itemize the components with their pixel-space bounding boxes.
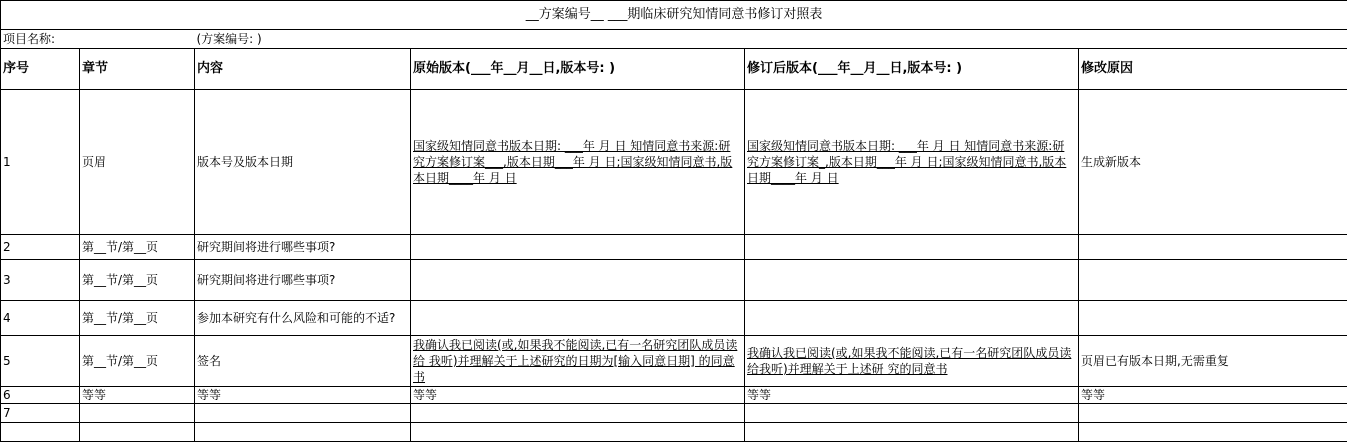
cell-revised[interactable]: 等等 — [745, 387, 1079, 404]
cell-seq[interactable]: 5 — [1, 336, 80, 387]
header-original[interactable]: 原始版本(___年__月__日,版本号: ) — [411, 49, 745, 90]
cell-original[interactable] — [411, 423, 745, 442]
cell-chapter[interactable]: 第__节/第__页 — [80, 336, 195, 387]
project-row — [1, 30, 1347, 49]
cell-seq[interactable]: 7 — [1, 404, 80, 423]
cell-revised[interactable] — [745, 260, 1079, 301]
cell-chapter[interactable]: 页眉 — [80, 90, 195, 235]
table-row — [1, 423, 1347, 442]
cell-revised[interactable]: 我确认我已阅读(或,如果我不能阅读,已有一名研究团队成员读给我听)并理解关于上述研 究的同意书 — [745, 336, 1079, 387]
cell-seq[interactable]: 3 — [1, 260, 80, 301]
cell-content[interactable]: 研究期间将进行哪些事项? — [195, 260, 411, 301]
cell-original[interactable] — [411, 235, 745, 260]
cell-original[interactable]: 国家级知情同意书版本日期: ___年 月 日 知情同意书来源:研究方案修订案___,版本日期___年 月 日;国家级知情同意书,版本日期____年 月 日 — [411, 90, 745, 235]
table-row — [1, 387, 1347, 404]
cell-original[interactable]: 我确认我已阅读(或,如果我不能阅读,已有一名研究团队成员读给 我听)并理解关于上述研究的日期为[输入同意日期] 的同意书 — [411, 336, 745, 387]
cell-original[interactable]: 等等 — [411, 387, 745, 404]
cell-content[interactable]: 研究期间将进行哪些事项? — [195, 235, 411, 260]
cell-content[interactable] — [195, 423, 411, 442]
cell-chapter[interactable]: 第__节/第__页 — [80, 260, 195, 301]
cell-content[interactable]: 等等 — [195, 387, 411, 404]
cell-reason[interactable]: 生成新版本 — [1079, 90, 1347, 235]
cell-content[interactable]: 签名 — [195, 336, 411, 387]
cell-original[interactable] — [411, 301, 745, 336]
cell-seq[interactable]: 4 — [1, 301, 80, 336]
cell-original[interactable] — [411, 404, 745, 423]
cell-reason[interactable] — [1079, 423, 1347, 442]
table-row — [1, 260, 1347, 301]
cell-reason[interactable] — [1079, 260, 1347, 301]
cell-chapter[interactable] — [80, 404, 195, 423]
cell-content[interactable]: 参加本研究有什么风险和可能的不适? — [195, 301, 411, 336]
project-name-label[interactable]: 项目名称: — [1, 30, 195, 49]
header-reason[interactable]: 修改原因 — [1079, 49, 1347, 90]
table-row — [1, 90, 1347, 235]
header-seq[interactable]: 序号 — [1, 49, 80, 90]
cell-original[interactable] — [411, 260, 745, 301]
header-revised[interactable]: 修订后版本(___年__月__日,版本号: ) — [745, 49, 1079, 90]
cell-reason[interactable]: 等等 — [1079, 387, 1347, 404]
table-row — [1, 336, 1347, 387]
cell-content[interactable]: 版本号及版本日期 — [195, 90, 411, 235]
cell-chapter[interactable] — [80, 423, 195, 442]
cell-chapter[interactable]: 等等 — [80, 387, 195, 404]
cell-seq[interactable]: 6 — [1, 387, 80, 404]
cell-reason[interactable] — [1079, 235, 1347, 260]
table-title[interactable]: __方案编号__ ___期临床研究知情同意书修订对照表 — [1, 1, 1347, 30]
cell-revised[interactable]: 国家级知情同意书版本日期: ___年 月 日 知情同意书来源:研究方案修订案_,版本日期___年 月 日;国家级知情同意书,版本日期____年 月 日 — [745, 90, 1079, 235]
project-code-label[interactable]: (方案编号: ) — [195, 30, 1347, 49]
cell-chapter[interactable]: 第__节/第__页 — [80, 301, 195, 336]
cell-seq[interactable]: 2 — [1, 235, 80, 260]
cell-content[interactable] — [195, 404, 411, 423]
cell-reason[interactable] — [1079, 404, 1347, 423]
header-chapter[interactable]: 章节 — [80, 49, 195, 90]
cell-revised[interactable] — [745, 301, 1079, 336]
table-row — [1, 301, 1347, 336]
cell-seq[interactable] — [1, 423, 80, 442]
cell-chapter[interactable]: 第__节/第__页 — [80, 235, 195, 260]
header-row — [1, 49, 1347, 90]
table-row — [1, 235, 1347, 260]
cell-reason[interactable] — [1079, 301, 1347, 336]
title-row — [1, 1, 1347, 30]
cell-revised[interactable] — [745, 423, 1079, 442]
cell-reason[interactable]: 页眉已有版本日期,无需重复 — [1079, 336, 1347, 387]
cell-revised[interactable] — [745, 235, 1079, 260]
table-row — [1, 404, 1347, 423]
cell-seq[interactable]: 1 — [1, 90, 80, 235]
header-content[interactable]: 内容 — [195, 49, 411, 90]
cell-revised[interactable] — [745, 404, 1079, 423]
